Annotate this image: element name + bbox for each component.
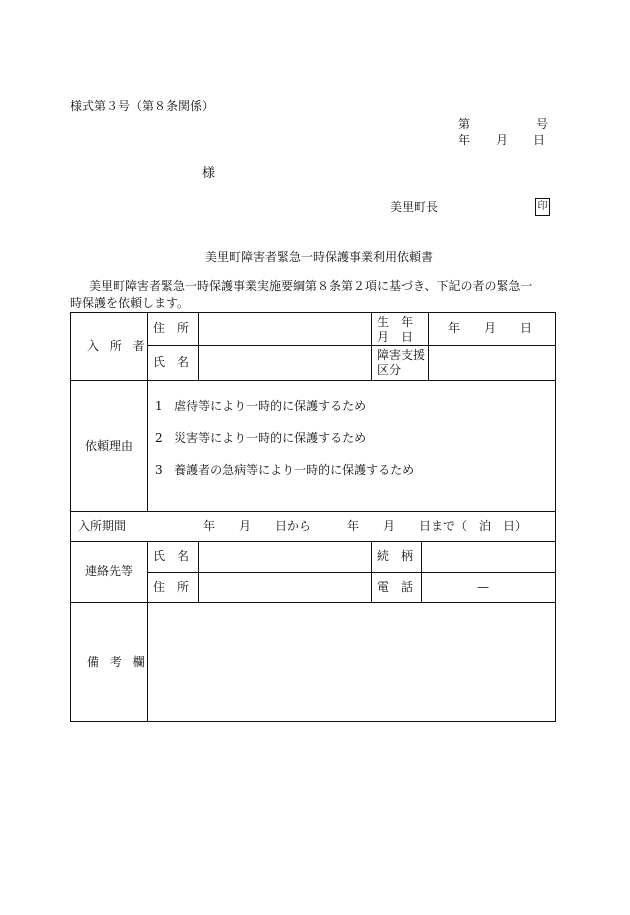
- contact-address-label: 住所: [153, 580, 202, 594]
- disability-label-line1: 障害支援: [377, 348, 426, 362]
- disability-label-line2: 区分: [377, 363, 402, 377]
- entrant-name-label: 氏名: [153, 355, 202, 369]
- issuer-name: 美里町長: [390, 200, 439, 214]
- birth-date-value: 年 月 日: [448, 321, 533, 335]
- reason-option-3: 3 養護者の急病等により一時的に保護するため: [155, 463, 415, 477]
- issue-year-label: 年: [458, 133, 471, 147]
- entrant-address-label: 住所: [153, 321, 202, 335]
- relation-label: 続柄: [377, 549, 426, 563]
- phone-dash: —: [477, 580, 489, 594]
- seal-stamp: 印: [535, 198, 550, 216]
- intro-line-2: 時保護を依頼します。: [70, 296, 190, 310]
- document-title: 美里町障害者緊急一時保護事業利用依頼書: [205, 250, 434, 264]
- issue-day-label: 日: [533, 133, 546, 147]
- remarks-header: 備考欄: [87, 655, 156, 669]
- doc-number-suffix: 号: [536, 117, 549, 131]
- reason-header: 依頼理由: [85, 439, 134, 453]
- contact-header: 連絡先等: [85, 564, 134, 578]
- phone-label: 電話: [377, 580, 426, 594]
- issue-month-label: 月: [496, 133, 509, 147]
- birth-label-line1: 生 年: [377, 315, 414, 329]
- doc-number-prefix: 第: [458, 117, 471, 131]
- intro-line-1: 美里町障害者緊急一時保護事業実施要綱第８条第２項に基づき、下記の者の緊急一: [89, 279, 533, 293]
- contact-name-label: 氏名: [153, 549, 202, 563]
- period-header: 入所期間: [78, 519, 127, 533]
- reason-option-2: 2 災害等により一時的に保護するため: [155, 431, 367, 445]
- entrant-header: 入所者: [87, 339, 156, 353]
- reason-option-1: 1 虐待等により一時的に保護するため: [155, 399, 367, 413]
- period-value: 年 月 日から 年 月 日まで（ 泊 日）: [203, 519, 528, 533]
- form-number: 様式第３号（第８条関係）: [70, 99, 215, 113]
- addressee-suffix: 様: [202, 166, 216, 181]
- birth-label-line2: 月 日: [377, 330, 414, 344]
